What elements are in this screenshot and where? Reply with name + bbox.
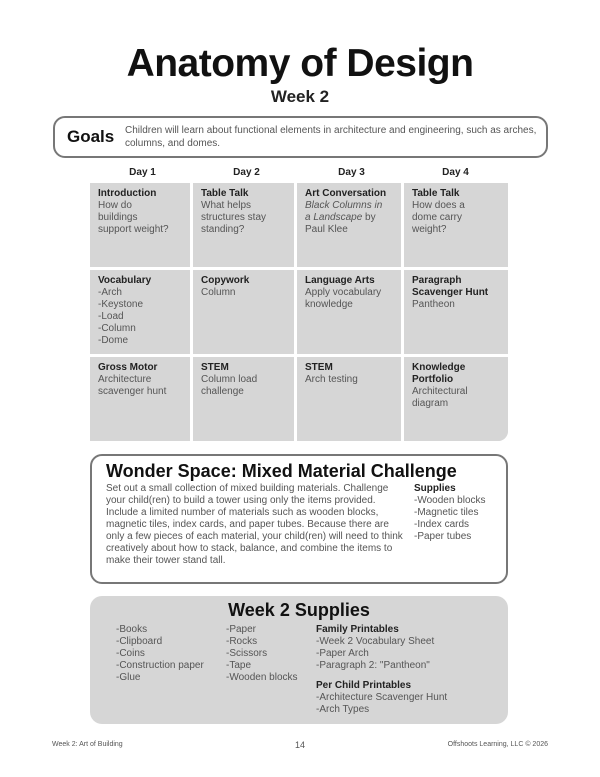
list-item: -Glue xyxy=(116,672,141,683)
grid-cell xyxy=(404,357,508,441)
family-printables-heading: Family Printables xyxy=(316,624,399,635)
cell-body: Arch testing xyxy=(305,374,358,385)
cell-body: Apply vocabulary knowledge xyxy=(305,287,382,310)
list-item: -Paragraph 2: "Pantheon" xyxy=(316,660,430,671)
list-item: -Books xyxy=(116,624,148,635)
footer-right: Offshoots Learning, LLC © 2026 xyxy=(447,741,548,748)
grid-cell xyxy=(297,183,401,267)
grid-cell xyxy=(90,357,190,441)
supplies-column-1 xyxy=(116,624,204,684)
list-item: -Construction paper xyxy=(116,660,204,671)
wonder-space-title: Wonder Space: Mixed Material Challenge xyxy=(106,461,457,481)
list-item: -Scissors xyxy=(226,648,268,659)
wonder-supplies-heading: Supplies xyxy=(414,483,456,494)
cell-body: Architecture scavenger hunt xyxy=(98,374,167,397)
footer-left: Week 2: Art of Building xyxy=(52,741,123,748)
goals-label: Goals xyxy=(67,127,115,146)
wonder-space-box xyxy=(90,454,508,584)
list-item: -Rocks xyxy=(226,636,258,647)
list-item: -Arch Types xyxy=(316,704,370,715)
cell-title: Knowledge Portfolio xyxy=(412,362,466,385)
week-supplies-box xyxy=(90,596,508,724)
cell-title: Gross Motor xyxy=(98,362,158,373)
grid-divider xyxy=(294,183,297,441)
cell-body: -Arch -Keystone -Load -Column -Dome xyxy=(98,287,144,346)
day-header-2: Day 2 xyxy=(233,167,260,178)
grid-cell xyxy=(297,357,401,441)
list-item: -Paper tubes xyxy=(414,531,472,542)
list-item: -Tape xyxy=(226,660,252,671)
cell-body: What helps structures stay standing? xyxy=(201,200,267,235)
cell-title: Paragraph Scavenger Hunt xyxy=(412,275,489,298)
cell-title: Vocabulary xyxy=(98,275,152,286)
grid-cell xyxy=(404,270,508,354)
supplies-column-3 xyxy=(316,624,447,716)
cell-title: Art Conversation xyxy=(305,188,387,199)
cell-title: Copywork xyxy=(201,275,250,286)
grid-cell xyxy=(193,270,294,354)
list-item: -Architecture Scavenger Hunt xyxy=(316,692,448,703)
list-item: -Index cards xyxy=(414,519,470,530)
grid-divider xyxy=(401,183,404,441)
cell-body: Architectural diagram xyxy=(412,386,468,409)
list-item: -Paper Arch xyxy=(316,648,369,659)
page-number: 14 xyxy=(294,740,305,750)
list-item: -Paper xyxy=(226,624,257,635)
grid-cell xyxy=(193,183,294,267)
list-item: -Wooden blocks xyxy=(226,672,298,683)
per-child-printables-heading: Per Child Printables xyxy=(316,680,412,691)
grid-divider xyxy=(90,267,508,270)
cell-title: STEM xyxy=(305,362,333,373)
grid-divider xyxy=(190,183,193,441)
cell-title: Introduction xyxy=(98,188,157,199)
page-subtitle: Week 2 xyxy=(270,87,330,106)
list-item: -Coins xyxy=(116,648,145,659)
list-item: -Week 2 Vocabulary Sheet xyxy=(316,636,435,647)
list-item: -Clipboard xyxy=(116,636,163,647)
cell-title: Language Arts xyxy=(305,275,375,286)
cell-title: Table Talk xyxy=(412,188,460,199)
grid-cell xyxy=(404,183,508,267)
grid-cell xyxy=(297,270,401,354)
supplies-column-2 xyxy=(226,624,298,684)
wonder-space-text: Set out a small collection of mixed building materials. Challenge your child(ren) to build a tower using only the items provided. Include a limited number of materials such as wooden blocks, magnetic tiles, index cards, and paper tubes. Because there are only a few pieces of each material, your child(ren) will need to think creatively about how to stack, balance, and combine the items to make their tower stand tall. xyxy=(106,483,403,566)
wonder-supplies-list xyxy=(414,483,504,543)
page-title: Anatomy of Design xyxy=(126,42,474,85)
day-header-1: Day 1 xyxy=(129,167,156,178)
day-header-3: Day 3 xyxy=(338,167,365,178)
list-item: -Magnetic tiles xyxy=(414,507,479,518)
cell-body: How does a dome carry weight? xyxy=(412,200,465,235)
grid-cell xyxy=(90,183,190,267)
cell-body-tail: by Paul Klee xyxy=(305,212,376,235)
week-supplies-title: Week 2 Supplies xyxy=(228,600,370,620)
cell-body: Pantheon xyxy=(412,299,455,310)
goals-box xyxy=(53,116,548,158)
list-item: -Wooden blocks xyxy=(414,495,486,506)
cell-title: STEM xyxy=(201,362,229,373)
cell-body: Column xyxy=(201,287,236,298)
cell-body-italic: Black Columns in a Landscape xyxy=(305,200,383,223)
cell-title: Table Talk xyxy=(201,188,249,199)
grid-cell xyxy=(193,357,294,441)
day-header-4: Day 4 xyxy=(442,167,469,178)
grid-divider xyxy=(90,354,508,357)
cell-body: Column load challenge xyxy=(201,374,258,397)
grid-cell xyxy=(90,270,190,354)
cell-body: How do buildings support weight? xyxy=(98,200,169,235)
goals-text: Children will learn about functional elements in architecture and engineering, such as arches, columns, and domes. xyxy=(125,125,537,149)
